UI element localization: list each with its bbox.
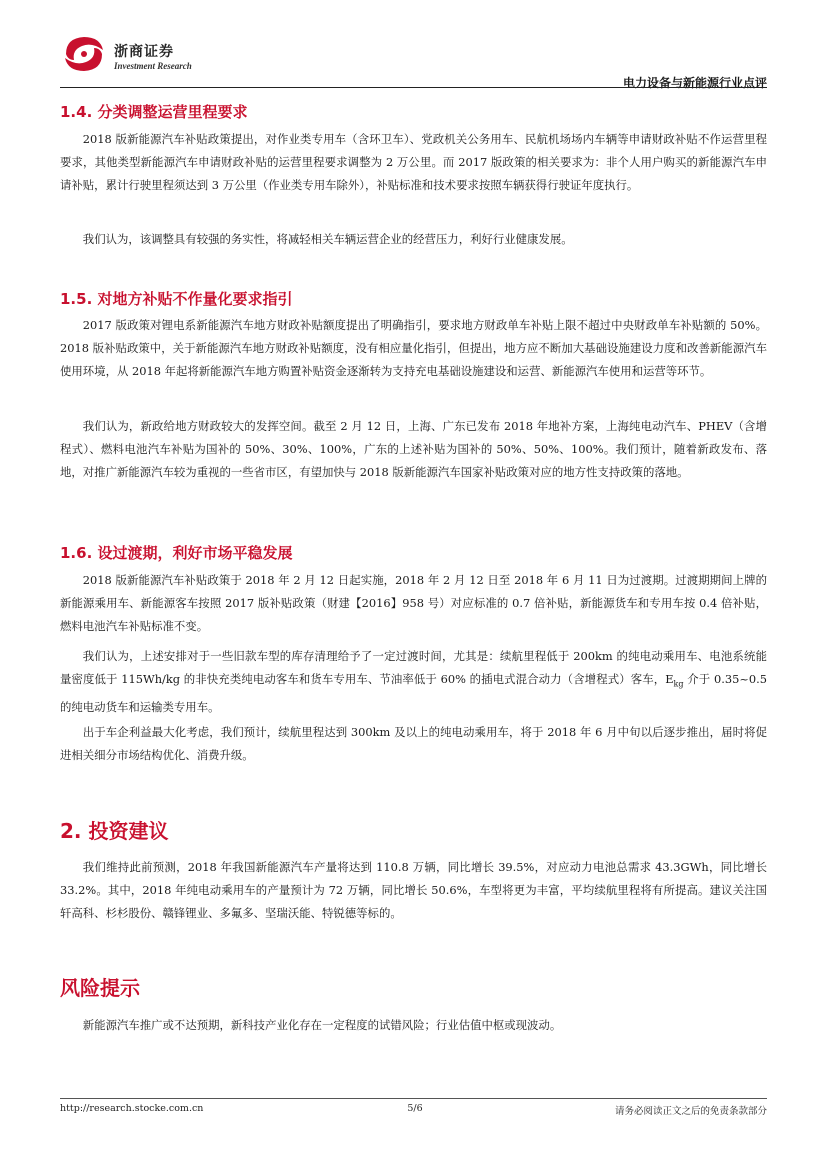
page-header xyxy=(60,28,767,90)
paragraph: 出于车企利益最大化考虑，我们预计，续航里程达到 300km 及以上的纯电动乘用车，将于 2018 年 6 月中旬以后逐步推出，届时将促进相关细分市场结构优化、消费升级。 xyxy=(60,725,767,763)
section-heading-investment: 2. 投资建议 xyxy=(60,819,169,843)
brand-name-cn: 浙商证券 xyxy=(114,44,174,60)
paragraph: 2018 版新能源汽车补贴政策提出，对作业类专用车（含环卫车）、党政机关公务用车、民航机场场内车辆等申请财政补贴不作运营里程要求，其他类型新能源汽车申请财政补贴的运营里程要求调整为 2 万公里。而 2017 版政策的相关要求为：非个人用户购买的新能源汽车申请补贴，累计行驶里程须达到 3 万公里（作业类专用车除外），补贴标准和技术要求按照车辆获得行驶证年度执行。 xyxy=(60,132,767,193)
footer-divider xyxy=(60,1098,767,1099)
paragraph: 2017 版政策对锂电系新能源汽车地方财政补贴额度提出了明确指引，要求地方财政单车补贴上限不超过中央财政单车补贴额的 50%。2018 版补贴政策中，关于新能源汽车地方财政补贴额度，没有相应量化指引，但提出，地方应不断加大基础设施建设力度和改善新能源汽车使用环境，从 2018 年起将新能源汽车地方购置补贴资金逐渐转为支持充电基础设施建设和运营、新能源汽车使用和运营等环节。 xyxy=(60,318,767,379)
zheshang-logo-icon xyxy=(62,34,106,74)
section-heading-1-5: 1.5. 对地方补贴不作量化要求指引 xyxy=(60,290,293,308)
paragraph: 我们维持此前预测，2018 年我国新能源汽车产量将达到 110.8 万辆，同比增长 39.5%，对应动力电池总需求 43.3GWh，同比增长 33.2%。其中，2018 年纯电动乘用车的产量预计为 72 万辆，同比增长 50.6%，车型将更为丰富，平均续航里程将有所提高。建议关注国轩高科、杉杉股份、赣锋锂业、多氟多、坚瑞沃能、特锐德等标的。 xyxy=(60,860,767,921)
paragraph-text: 我们认为，上述安排对于一些旧款车型的库存清理给予了一定过渡时间，尤其是：续航里程低于 200km 的纯电动乘用车、电池系统能量密度低于 115Wh/kg 的非快充类纯电动客车和货车专用车、节油率低于 60% 的插电式混合动力（含增程式）客车，E xyxy=(60,649,767,687)
paragraph: 新能源汽车推广或不达预期，新科技产业化存在一定程度的试错风险；行业估值中枢或现波动。 xyxy=(82,1018,562,1032)
paragraph-text: 介于 0.35~0.5 的纯电动货车和运输类专用车。 xyxy=(60,672,767,714)
page-number: 5/6 xyxy=(407,1103,423,1114)
section-heading-risk: 风险提示 xyxy=(60,976,140,1000)
section-heading-1-6: 1.6. 设过渡期，利好市场平稳发展 xyxy=(60,544,293,562)
paragraph: 我们认为，新政给地方财政较大的发挥空间。截至 2 月 12 日，上海、广东已发布 2018 年地补方案，上海纯电动汽车、PHEV（含增程式）、燃料电池汽车补贴为国补的 50%、30%、100%，广东的上述补贴为国补的 50%、50%、100%。我们预计，随着新政发布、落地，对推广新能源汽车较为重视的一些省市区，有望加快与 2018 版新能源汽车国家补贴政策对应的地方性支持政策的落地。 xyxy=(60,419,767,480)
section-heading-1-4: 1.4. 分类调整运营里程要求 xyxy=(60,103,248,121)
paragraph xyxy=(60,645,767,719)
report-type: 电力设备与新能源行业点评 xyxy=(622,76,767,90)
paragraph: 我们认为，该调整具有较强的务实性，将减轻相关车辆运营企业的经营压力，利好行业健康发展。 xyxy=(82,232,573,246)
footer-disclaimer: 请务必阅读正文之后的免责条款部分 xyxy=(614,1106,767,1117)
energy-unit-subscript: kg xyxy=(673,679,684,689)
paragraph: 2018 版新能源汽车补贴政策于 2018 年 2 月 12 日起实施，2018 年 2 月 12 日至 2018 年 6 月 11 日为过渡期。过渡期期间上牌的新能源乘用车、新能源客车按照 2017 版补贴政策（财建【2016】958 号）对应标准的 0.7 倍补贴，新能源货车和专用车按 0.4 倍补贴，燃料电池汽车补贴标准不变。 xyxy=(60,573,767,634)
brand-name-en: Investment Research xyxy=(114,61,192,71)
header-divider xyxy=(60,87,767,88)
footer-url[interactable]: http://research.stocke.com.cn xyxy=(60,1103,204,1114)
